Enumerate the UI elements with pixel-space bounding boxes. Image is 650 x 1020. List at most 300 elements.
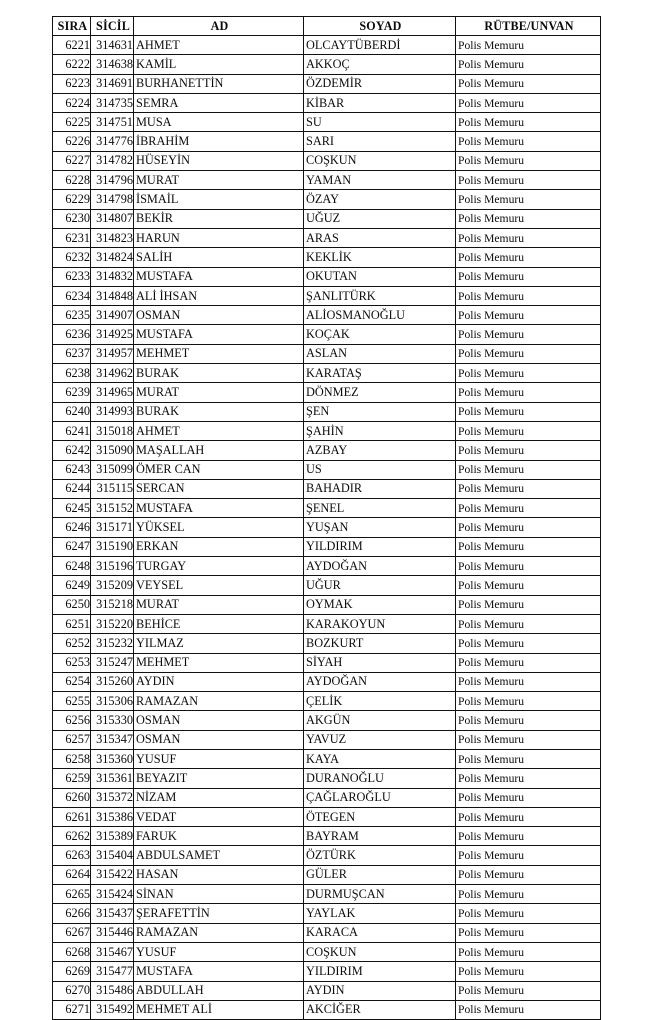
row-sicil: 315218 (91, 595, 134, 614)
row-ad: ŞERAFETTİN (134, 904, 304, 923)
row-sira: 6255 (53, 692, 91, 711)
row-sicil: 315424 (91, 885, 134, 904)
row-ad: MURAT (134, 171, 304, 190)
row-sira: 6267 (53, 923, 91, 942)
row-soyad: KOÇAK (304, 325, 456, 344)
row-rutbe: Polis Memuru (456, 113, 601, 132)
row-sira: 6222 (53, 55, 91, 74)
row-soyad: BOZKURT (304, 634, 456, 653)
table-row (53, 769, 601, 788)
row-sicil: 315115 (91, 479, 134, 498)
row-sicil: 314638 (91, 55, 134, 74)
row-rutbe: Polis Memuru (456, 479, 601, 498)
row-soyad: ŞEN (304, 402, 456, 421)
row-soyad: BAHADIR (304, 479, 456, 498)
row-sicil: 315404 (91, 846, 134, 865)
row-ad: BURAK (134, 364, 304, 383)
table-row (53, 846, 601, 865)
row-ad: MAŞALLAH (134, 441, 304, 460)
row-sira: 6234 (53, 286, 91, 305)
table-row (53, 55, 601, 74)
row-sicil: 315260 (91, 672, 134, 691)
row-soyad: OYMAK (304, 595, 456, 614)
row-rutbe: Polis Memuru (456, 286, 601, 305)
table-row (53, 364, 601, 383)
table-row (53, 981, 601, 1000)
row-ad: ALİ İHSAN (134, 286, 304, 305)
row-sicil: 315437 (91, 904, 134, 923)
row-ad: AYDIN (134, 672, 304, 691)
row-sira: 6248 (53, 557, 91, 576)
row-rutbe: Polis Memuru (456, 267, 601, 286)
row-sira: 6242 (53, 441, 91, 460)
row-ad: FARUK (134, 827, 304, 846)
row-ad: HARUN (134, 228, 304, 247)
table-row (53, 306, 601, 325)
row-ad: HASAN (134, 865, 304, 884)
row-ad: KAMİL (134, 55, 304, 74)
row-ad: OSMAN (134, 306, 304, 325)
table-row (53, 74, 601, 93)
row-rutbe: Polis Memuru (456, 190, 601, 209)
row-soyad: ÖZTÜRK (304, 846, 456, 865)
row-sicil: 315190 (91, 537, 134, 556)
row-rutbe: Polis Memuru (456, 634, 601, 653)
row-soyad: YILDIRIM (304, 962, 456, 981)
row-sicil: 315209 (91, 576, 134, 595)
row-soyad: KARAKOYUN (304, 614, 456, 633)
row-ad: İSMAİL (134, 190, 304, 209)
row-sicil: 315232 (91, 634, 134, 653)
row-sicil: 314776 (91, 132, 134, 151)
row-sicil: 314925 (91, 325, 134, 344)
row-ad: MUSTAFA (134, 962, 304, 981)
row-sicil: 315018 (91, 421, 134, 440)
row-soyad: DURMUŞCAN (304, 885, 456, 904)
table-row (53, 672, 601, 691)
row-rutbe: Polis Memuru (456, 499, 601, 518)
row-ad: BEYAZIT (134, 769, 304, 788)
row-ad: SİNAN (134, 885, 304, 904)
row-ad: VEYSEL (134, 576, 304, 595)
row-ad: MURAT (134, 595, 304, 614)
row-soyad: AKGÜN (304, 711, 456, 730)
row-rutbe: Polis Memuru (456, 557, 601, 576)
row-sira: 6249 (53, 576, 91, 595)
row-rutbe: Polis Memuru (456, 518, 601, 537)
column-header-ad: AD (134, 17, 304, 36)
row-sira: 6224 (53, 93, 91, 112)
row-soyad: AYDOĞAN (304, 557, 456, 576)
table-row (53, 36, 601, 55)
row-rutbe: Polis Memuru (456, 711, 601, 730)
row-sicil: 315306 (91, 692, 134, 711)
row-rutbe: Polis Memuru (456, 576, 601, 595)
row-sira: 6251 (53, 614, 91, 633)
row-sicil: 314832 (91, 267, 134, 286)
table-row (53, 190, 601, 209)
row-rutbe: Polis Memuru (456, 171, 601, 190)
row-rutbe: Polis Memuru (456, 209, 601, 228)
row-rutbe: Polis Memuru (456, 537, 601, 556)
row-sicil: 314798 (91, 190, 134, 209)
row-ad: BEKİR (134, 209, 304, 228)
row-sicil: 315330 (91, 711, 134, 730)
table-row (53, 730, 601, 749)
row-sicil: 315492 (91, 1000, 134, 1019)
row-ad: MUSTAFA (134, 267, 304, 286)
row-soyad: COŞKUN (304, 942, 456, 961)
row-sira: 6229 (53, 190, 91, 209)
row-rutbe: Polis Memuru (456, 421, 601, 440)
row-sicil: 314962 (91, 364, 134, 383)
row-sira: 6266 (53, 904, 91, 923)
row-ad: MUSA (134, 113, 304, 132)
table-row (53, 228, 601, 247)
row-soyad: SARI (304, 132, 456, 151)
table-row (53, 518, 601, 537)
row-sicil: 315171 (91, 518, 134, 537)
row-sira: 6262 (53, 827, 91, 846)
row-soyad: YILDIRIM (304, 537, 456, 556)
row-rutbe: Polis Memuru (456, 614, 601, 633)
row-ad: TURGAY (134, 557, 304, 576)
row-rutbe: Polis Memuru (456, 248, 601, 267)
row-sira: 6252 (53, 634, 91, 653)
row-sicil: 314824 (91, 248, 134, 267)
row-sicil: 315196 (91, 557, 134, 576)
row-rutbe: Polis Memuru (456, 402, 601, 421)
table-row (53, 788, 601, 807)
column-header-rutbe: RÜTBE/UNVAN (456, 17, 601, 36)
table-row (53, 344, 601, 363)
row-ad: SALİH (134, 248, 304, 267)
table-row (53, 576, 601, 595)
row-ad: RAMAZAN (134, 923, 304, 942)
table-row (53, 923, 601, 942)
row-sira: 6259 (53, 769, 91, 788)
table-row (53, 711, 601, 730)
row-sira: 6240 (53, 402, 91, 421)
row-sicil: 315220 (91, 614, 134, 633)
row-sira: 6264 (53, 865, 91, 884)
table-row (53, 827, 601, 846)
row-sicil: 314631 (91, 36, 134, 55)
row-soyad: OKUTAN (304, 267, 456, 286)
table-row (53, 692, 601, 711)
row-sicil: 315389 (91, 827, 134, 846)
row-rutbe: Polis Memuru (456, 788, 601, 807)
table-row (53, 807, 601, 826)
row-rutbe: Polis Memuru (456, 595, 601, 614)
row-sira: 6246 (53, 518, 91, 537)
table-body (53, 36, 601, 1020)
row-sira: 6257 (53, 730, 91, 749)
row-ad: MEHMET (134, 344, 304, 363)
row-ad: SEMRA (134, 93, 304, 112)
row-rutbe: Polis Memuru (456, 730, 601, 749)
row-rutbe: Polis Memuru (456, 885, 601, 904)
row-rutbe: Polis Memuru (456, 364, 601, 383)
row-sicil: 314965 (91, 383, 134, 402)
table-row (53, 113, 601, 132)
table-row (53, 460, 601, 479)
row-soyad: COŞKUN (304, 151, 456, 170)
row-rutbe: Polis Memuru (456, 981, 601, 1000)
row-ad: BEHİCE (134, 614, 304, 633)
table-row (53, 1000, 601, 1019)
row-sira: 6260 (53, 788, 91, 807)
row-rutbe: Polis Memuru (456, 344, 601, 363)
row-rutbe: Polis Memuru (456, 132, 601, 151)
column-header-sira: SIRA (53, 17, 91, 36)
row-sicil: 314691 (91, 74, 134, 93)
row-soyad: ÖZDEMİR (304, 74, 456, 93)
table-row (53, 421, 601, 440)
table-row (53, 557, 601, 576)
row-soyad: OLCAYTÜBERDİ (304, 36, 456, 55)
row-sira: 6241 (53, 421, 91, 440)
row-soyad: YAVUZ (304, 730, 456, 749)
row-soyad: ŞENEL (304, 499, 456, 518)
row-sira: 6270 (53, 981, 91, 1000)
column-header-soyad: SOYAD (304, 17, 456, 36)
row-ad: ABDULSAMET (134, 846, 304, 865)
column-header-sicil: SİCİL (91, 17, 134, 36)
row-sira: 6228 (53, 171, 91, 190)
row-sira: 6221 (53, 36, 91, 55)
row-ad: RAMAZAN (134, 692, 304, 711)
row-soyad: ALİOSMANOĞLU (304, 306, 456, 325)
row-rutbe: Polis Memuru (456, 74, 601, 93)
row-rutbe: Polis Memuru (456, 460, 601, 479)
table-row (53, 653, 601, 672)
row-rutbe: Polis Memuru (456, 441, 601, 460)
row-soyad: SU (304, 113, 456, 132)
row-ad: MURAT (134, 383, 304, 402)
row-sicil: 314782 (91, 151, 134, 170)
row-sicil: 314823 (91, 228, 134, 247)
row-sicil: 314993 (91, 402, 134, 421)
row-ad: OSMAN (134, 711, 304, 730)
row-sicil: 314807 (91, 209, 134, 228)
row-soyad: AKCİĞER (304, 1000, 456, 1019)
row-sira: 6236 (53, 325, 91, 344)
row-soyad: GÜLER (304, 865, 456, 884)
row-rutbe: Polis Memuru (456, 306, 601, 325)
row-ad: BURAK (134, 402, 304, 421)
row-sira: 6244 (53, 479, 91, 498)
row-rutbe: Polis Memuru (456, 962, 601, 981)
table-row (53, 402, 601, 421)
row-sira: 6258 (53, 749, 91, 768)
row-sira: 6230 (53, 209, 91, 228)
row-rutbe: Polis Memuru (456, 1000, 601, 1019)
row-sira: 6227 (53, 151, 91, 170)
row-ad: MUSTAFA (134, 499, 304, 518)
row-sicil: 314848 (91, 286, 134, 305)
row-soyad: YAYLAK (304, 904, 456, 923)
table-row (53, 614, 601, 633)
row-sicil: 315467 (91, 942, 134, 961)
table-row (53, 248, 601, 267)
row-sira: 6245 (53, 499, 91, 518)
row-soyad: YAMAN (304, 171, 456, 190)
row-sicil: 314907 (91, 306, 134, 325)
row-soyad: KEKLİK (304, 248, 456, 267)
row-sicil: 315360 (91, 749, 134, 768)
row-sicil: 314751 (91, 113, 134, 132)
row-ad: MEHMET (134, 653, 304, 672)
table-row (53, 325, 601, 344)
personnel-roster-table (52, 16, 601, 1020)
row-sira: 6235 (53, 306, 91, 325)
row-ad: MEHMET ALİ (134, 1000, 304, 1019)
table-row (53, 595, 601, 614)
row-sicil: 314796 (91, 171, 134, 190)
row-ad: HÜSEYİN (134, 151, 304, 170)
row-rutbe: Polis Memuru (456, 942, 601, 961)
table-row (53, 479, 601, 498)
row-soyad: YUŞAN (304, 518, 456, 537)
row-soyad: AYDOĞAN (304, 672, 456, 691)
row-sicil: 315090 (91, 441, 134, 460)
row-ad: MUSTAFA (134, 325, 304, 344)
row-sicil: 315099 (91, 460, 134, 479)
row-soyad: AKKOÇ (304, 55, 456, 74)
table-row (53, 441, 601, 460)
row-sira: 6261 (53, 807, 91, 826)
row-soyad: SİYAH (304, 653, 456, 672)
row-rutbe: Polis Memuru (456, 692, 601, 711)
row-ad: ÖMER CAN (134, 460, 304, 479)
row-ad: ERKAN (134, 537, 304, 556)
table-row (53, 383, 601, 402)
row-sira: 6239 (53, 383, 91, 402)
row-ad: YÜKSEL (134, 518, 304, 537)
row-rutbe: Polis Memuru (456, 769, 601, 788)
table-row (53, 962, 601, 981)
row-ad: İBRAHİM (134, 132, 304, 151)
row-ad: VEDAT (134, 807, 304, 826)
table-row (53, 749, 601, 768)
row-soyad: KARATAŞ (304, 364, 456, 383)
row-sira: 6226 (53, 132, 91, 151)
row-sira: 6225 (53, 113, 91, 132)
row-ad: NİZAM (134, 788, 304, 807)
row-soyad: KARACA (304, 923, 456, 942)
table-row (53, 209, 601, 228)
row-sicil: 315347 (91, 730, 134, 749)
row-soyad: UĞUZ (304, 209, 456, 228)
table-header (53, 17, 601, 36)
row-soyad: ŞANLITÜRK (304, 286, 456, 305)
row-sira: 6247 (53, 537, 91, 556)
row-sicil: 315372 (91, 788, 134, 807)
row-soyad: KAYA (304, 749, 456, 768)
row-soyad: DÖNMEZ (304, 383, 456, 402)
table-row (53, 865, 601, 884)
table-row (53, 904, 601, 923)
row-sicil: 315422 (91, 865, 134, 884)
row-soyad: UĞUR (304, 576, 456, 595)
table-row (53, 132, 601, 151)
row-sira: 6243 (53, 460, 91, 479)
row-ad: ABDULLAH (134, 981, 304, 1000)
table-row (53, 151, 601, 170)
row-ad: SERCAN (134, 479, 304, 498)
row-ad: BURHANETTİN (134, 74, 304, 93)
row-rutbe: Polis Memuru (456, 93, 601, 112)
row-sicil: 315477 (91, 962, 134, 981)
row-rutbe: Polis Memuru (456, 653, 601, 672)
row-soyad: ASLAN (304, 344, 456, 363)
row-soyad: DURANOĞLU (304, 769, 456, 788)
row-sira: 6256 (53, 711, 91, 730)
row-ad: YUSUF (134, 942, 304, 961)
row-rutbe: Polis Memuru (456, 151, 601, 170)
row-soyad: ARAS (304, 228, 456, 247)
table-row (53, 885, 601, 904)
row-sira: 6268 (53, 942, 91, 961)
row-ad: YILMAZ (134, 634, 304, 653)
row-ad: OSMAN (134, 730, 304, 749)
row-rutbe: Polis Memuru (456, 923, 601, 942)
row-sicil: 315386 (91, 807, 134, 826)
row-rutbe: Polis Memuru (456, 846, 601, 865)
row-sira: 6250 (53, 595, 91, 614)
row-rutbe: Polis Memuru (456, 827, 601, 846)
table-row (53, 942, 601, 961)
table-header-row (53, 17, 601, 36)
row-sira: 6231 (53, 228, 91, 247)
row-sira: 6254 (53, 672, 91, 691)
row-rutbe: Polis Memuru (456, 904, 601, 923)
row-sicil: 315486 (91, 981, 134, 1000)
row-sira: 6263 (53, 846, 91, 865)
row-rutbe: Polis Memuru (456, 325, 601, 344)
row-sira: 6238 (53, 364, 91, 383)
row-rutbe: Polis Memuru (456, 55, 601, 74)
row-soyad: ŞAHİN (304, 421, 456, 440)
row-sira: 6265 (53, 885, 91, 904)
row-sicil: 315247 (91, 653, 134, 672)
table-row (53, 286, 601, 305)
row-rutbe: Polis Memuru (456, 749, 601, 768)
row-rutbe: Polis Memuru (456, 36, 601, 55)
row-soyad: BAYRAM (304, 827, 456, 846)
table-row (53, 537, 601, 556)
row-sira: 6233 (53, 267, 91, 286)
row-sicil: 314735 (91, 93, 134, 112)
table-row (53, 267, 601, 286)
row-sicil: 315361 (91, 769, 134, 788)
table-row (53, 634, 601, 653)
row-rutbe: Polis Memuru (456, 228, 601, 247)
row-sira: 6269 (53, 962, 91, 981)
row-soyad: KİBAR (304, 93, 456, 112)
row-sira: 6253 (53, 653, 91, 672)
table-row (53, 93, 601, 112)
row-sira: 6271 (53, 1000, 91, 1019)
table-row (53, 171, 601, 190)
row-soyad: AYDIN (304, 981, 456, 1000)
row-ad: AHMET (134, 36, 304, 55)
row-rutbe: Polis Memuru (456, 383, 601, 402)
row-ad: AHMET (134, 421, 304, 440)
row-ad: YUSUF (134, 749, 304, 768)
row-rutbe: Polis Memuru (456, 672, 601, 691)
